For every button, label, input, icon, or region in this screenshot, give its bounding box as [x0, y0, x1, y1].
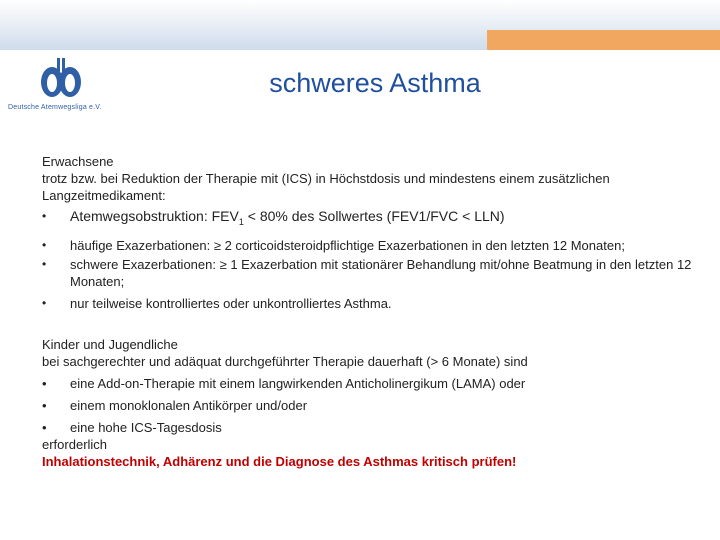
list-item: • einem monoklonalen Antikörper und/oder	[42, 397, 692, 414]
list-item	[42, 208, 692, 231]
obstruction-text: Atemwegsobstruktion: FEV	[70, 208, 239, 224]
slide-content	[42, 153, 692, 470]
logo	[8, 56, 118, 116]
list-item: • häufige Exazerbationen: ≥ 2 corticoidsteroidpflichtige Exazerbationen in den letzten 12 Monaten;	[42, 237, 692, 254]
adults-heading: Erwachsene	[42, 154, 114, 169]
list-item: • eine Add-on-Therapie mit einem langwirkenden Anticholinergikum (LAMA) oder	[42, 375, 692, 392]
list-item: • schwere Exazerbationen: ≥ 1 Exazerbation mit stationärer Behandlung mit/ohne Beatmung in den letzten 12 Monaten;	[42, 256, 692, 290]
list-item: • nur teilweise kontrolliertes oder unkontrolliertes Asthma.	[42, 295, 692, 312]
children-heading: Kinder und Jugendliche	[42, 336, 178, 352]
children-criteria-list	[42, 375, 692, 436]
adults-criteria-list	[42, 208, 692, 312]
children-intro: bei sachgerechter und adäquat durchgeführter Therapie dauerhaft (> 6 Monate) sind	[42, 353, 528, 369]
obstruction-text-rest: < 80% des Sollwertes (FEV1/FVC < LLN)	[243, 208, 505, 224]
children-section	[42, 336, 692, 453]
obstruction-subscript: 1	[238, 216, 244, 227]
list-item: • eine hohe ICS-Tagesdosis	[42, 419, 692, 436]
children-closing: erforderlich	[42, 436, 108, 452]
page-title: schweres Asthma	[269, 68, 481, 98]
logo-caption: Deutsche Atemwegsliga e.V.	[8, 104, 102, 111]
adults-intro: trotz bzw. bei Reduktion der Therapie mit (ICS) in Höchstdosis und mindestens einem zusätzlichen Langzeitmedikament:	[42, 171, 610, 203]
lungs-logo-icon	[38, 56, 84, 100]
header-accent-bar	[487, 30, 720, 50]
emphasis-note: Inhalationstechnik, Adhärenz und die Diagnose des Asthmas kritisch prüfen!	[42, 453, 517, 469]
